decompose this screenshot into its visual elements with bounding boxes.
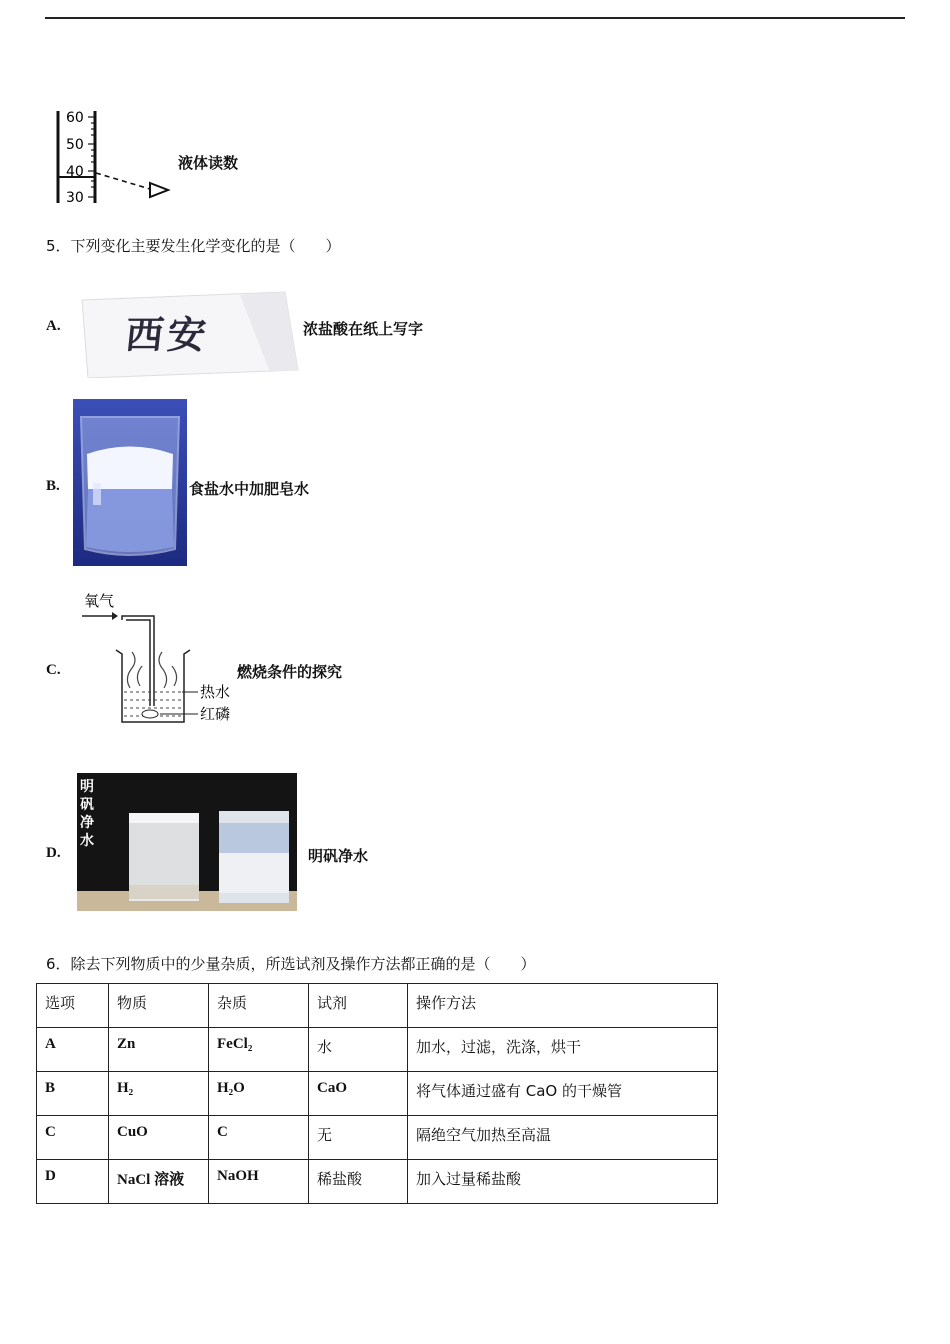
alum-purification-image [77, 773, 297, 911]
q5-option-b-letter: B. [46, 478, 60, 494]
cylinder-reading-figure [50, 105, 180, 210]
beaker-soap-water-image [73, 399, 187, 566]
tick-30: 30 [66, 190, 84, 206]
table-cell: D [37, 1160, 109, 1204]
q5-option-b-caption: 食盐水中加肥皂水 [189, 480, 310, 498]
table-cell: C [209, 1116, 309, 1160]
table-cell: CaO [309, 1072, 408, 1116]
header-cell: 试剂 [309, 984, 408, 1028]
alum-char-4: 水 [80, 833, 94, 849]
tick-50: 50 [66, 137, 84, 153]
table-cell: 将气体通过盛有 CaO 的干燥管 [408, 1072, 718, 1116]
table-cell: A [37, 1028, 109, 1072]
hot-water-label: 热水 [200, 683, 231, 701]
table-cell: Zn [109, 1028, 209, 1072]
q5-option-d-caption: 明矾净水 [308, 847, 369, 865]
table-cell: 加入过量稀盐酸 [408, 1160, 718, 1204]
table-cell: C [37, 1116, 109, 1160]
tick-40: 40 [66, 164, 84, 180]
q5-option-a-caption: 浓盐酸在纸上写字 [303, 320, 424, 338]
q5-question: 5．下列变化主要发生化学变化的是（ ） [46, 237, 341, 255]
combustion-diagram [78, 588, 238, 728]
header-cell: 操作方法 [408, 984, 718, 1028]
table-cell: B [37, 1072, 109, 1116]
table-cell: 水 [309, 1028, 408, 1072]
table-cell: H₂O [209, 1072, 309, 1116]
q5-option-c-letter: C. [46, 662, 61, 678]
table-cell: 加水，过滤，洗涤，烘干 [408, 1028, 718, 1072]
q5-option-d-letter: D. [46, 845, 61, 861]
oxygen-label: 氧气 [84, 592, 115, 610]
red-phosphorus-label: 红磷 [200, 705, 231, 723]
q6-question: 6．除去下列物质中的少量杂质，所选试剂及操作方法都正确的是（ ） [46, 955, 536, 973]
impurity-table [36, 983, 718, 1204]
table-cell: 稀盐酸 [309, 1160, 408, 1204]
header-cell: 杂质 [209, 984, 309, 1028]
eye-icon [150, 183, 168, 197]
header-cell: 物质 [109, 984, 209, 1028]
table-row [37, 1072, 718, 1116]
paper-writing-image [80, 290, 300, 378]
table-cell: CuO [109, 1116, 209, 1160]
alum-char-3: 净 [80, 815, 94, 831]
q5-option-a-letter: A. [46, 318, 61, 334]
written-characters: 西安 [123, 312, 213, 357]
table-cell: 隔绝空气加热至高温 [408, 1116, 718, 1160]
table-row [37, 1116, 718, 1160]
alum-char-2: 矾 [80, 797, 94, 813]
header-cell: 选项 [37, 984, 109, 1028]
alum-char-1: 明 [80, 779, 94, 795]
cylinder-caption: 液体读数 [178, 154, 239, 172]
table-cell: FeCl₂ [209, 1028, 309, 1072]
table-cell: NaOH [209, 1160, 309, 1204]
table-row [37, 1028, 718, 1072]
tick-60: 60 [66, 110, 84, 126]
table-header-row [37, 984, 718, 1028]
table-cell: H₂ [109, 1072, 209, 1116]
q5-option-c-caption: 燃烧条件的探究 [237, 663, 343, 681]
table-row [37, 1160, 718, 1204]
table-cell: NaCl 溶液 [109, 1160, 209, 1204]
table-cell: 无 [309, 1116, 408, 1160]
top-rule [45, 17, 905, 19]
